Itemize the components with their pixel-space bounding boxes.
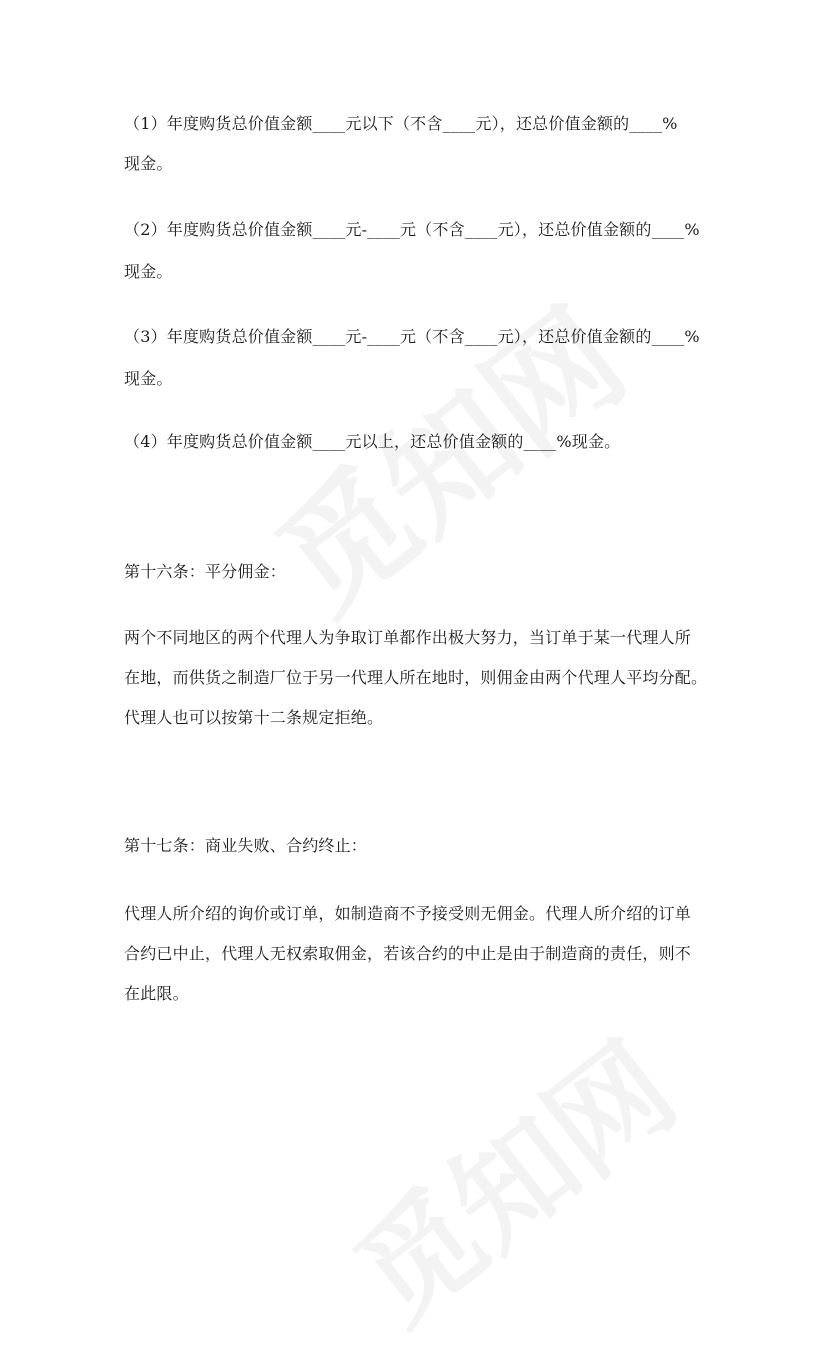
item-1-line-1: （1）年度购货总价值金额____元以下（不含____元），还总价值金额的____% <box>124 114 678 133</box>
article-17-heading: 第十七条：商业失败、合约终止： <box>124 836 368 855</box>
watermark <box>234 260 656 647</box>
article-17-text-line-2: 合约已中止，代理人无权索取佣金，若该合约的中止是由于制造商的责任，则不 <box>124 944 692 963</box>
item-1-line-2: 现金。 <box>124 154 173 173</box>
watermark <box>315 997 705 1354</box>
item-2-line-2: 现金。 <box>124 262 173 281</box>
article-16-text-line-1: 两个不同地区的两个代理人为争取订单都作出极大努力，当订单于某一代理人所 <box>124 628 692 647</box>
article-17-text-line-1: 代理人所介绍的询价或订单，如制造商不予接受则无佣金。代理人所介绍的订单 <box>124 904 692 923</box>
article-17-text-line-3: 在此限。 <box>124 984 189 1003</box>
article-16-text-line-2: 在地，而供货之制造厂位于另一代理人所在地时，则佣金由两个代理人平均分配。 <box>124 668 708 687</box>
item-2-line-1: （2）年度购货总价值金额____元-____元（不含____元），还总价值金额的____% <box>124 220 700 239</box>
item-4-line-1: （4）年度购货总价值金额____元以上，还总价值金额的____%现金。 <box>124 432 621 451</box>
article-16-heading: 第十六条：平分佣金： <box>124 562 287 581</box>
article-16-text-line-3: 代理人也可以按第十二条规定拒绝。 <box>124 708 384 727</box>
item-3-line-1: （3）年度购货总价值金额____元-____元（不含____元），还总价值金额的____% <box>124 327 700 346</box>
item-3-line-2: 现金。 <box>124 369 173 388</box>
